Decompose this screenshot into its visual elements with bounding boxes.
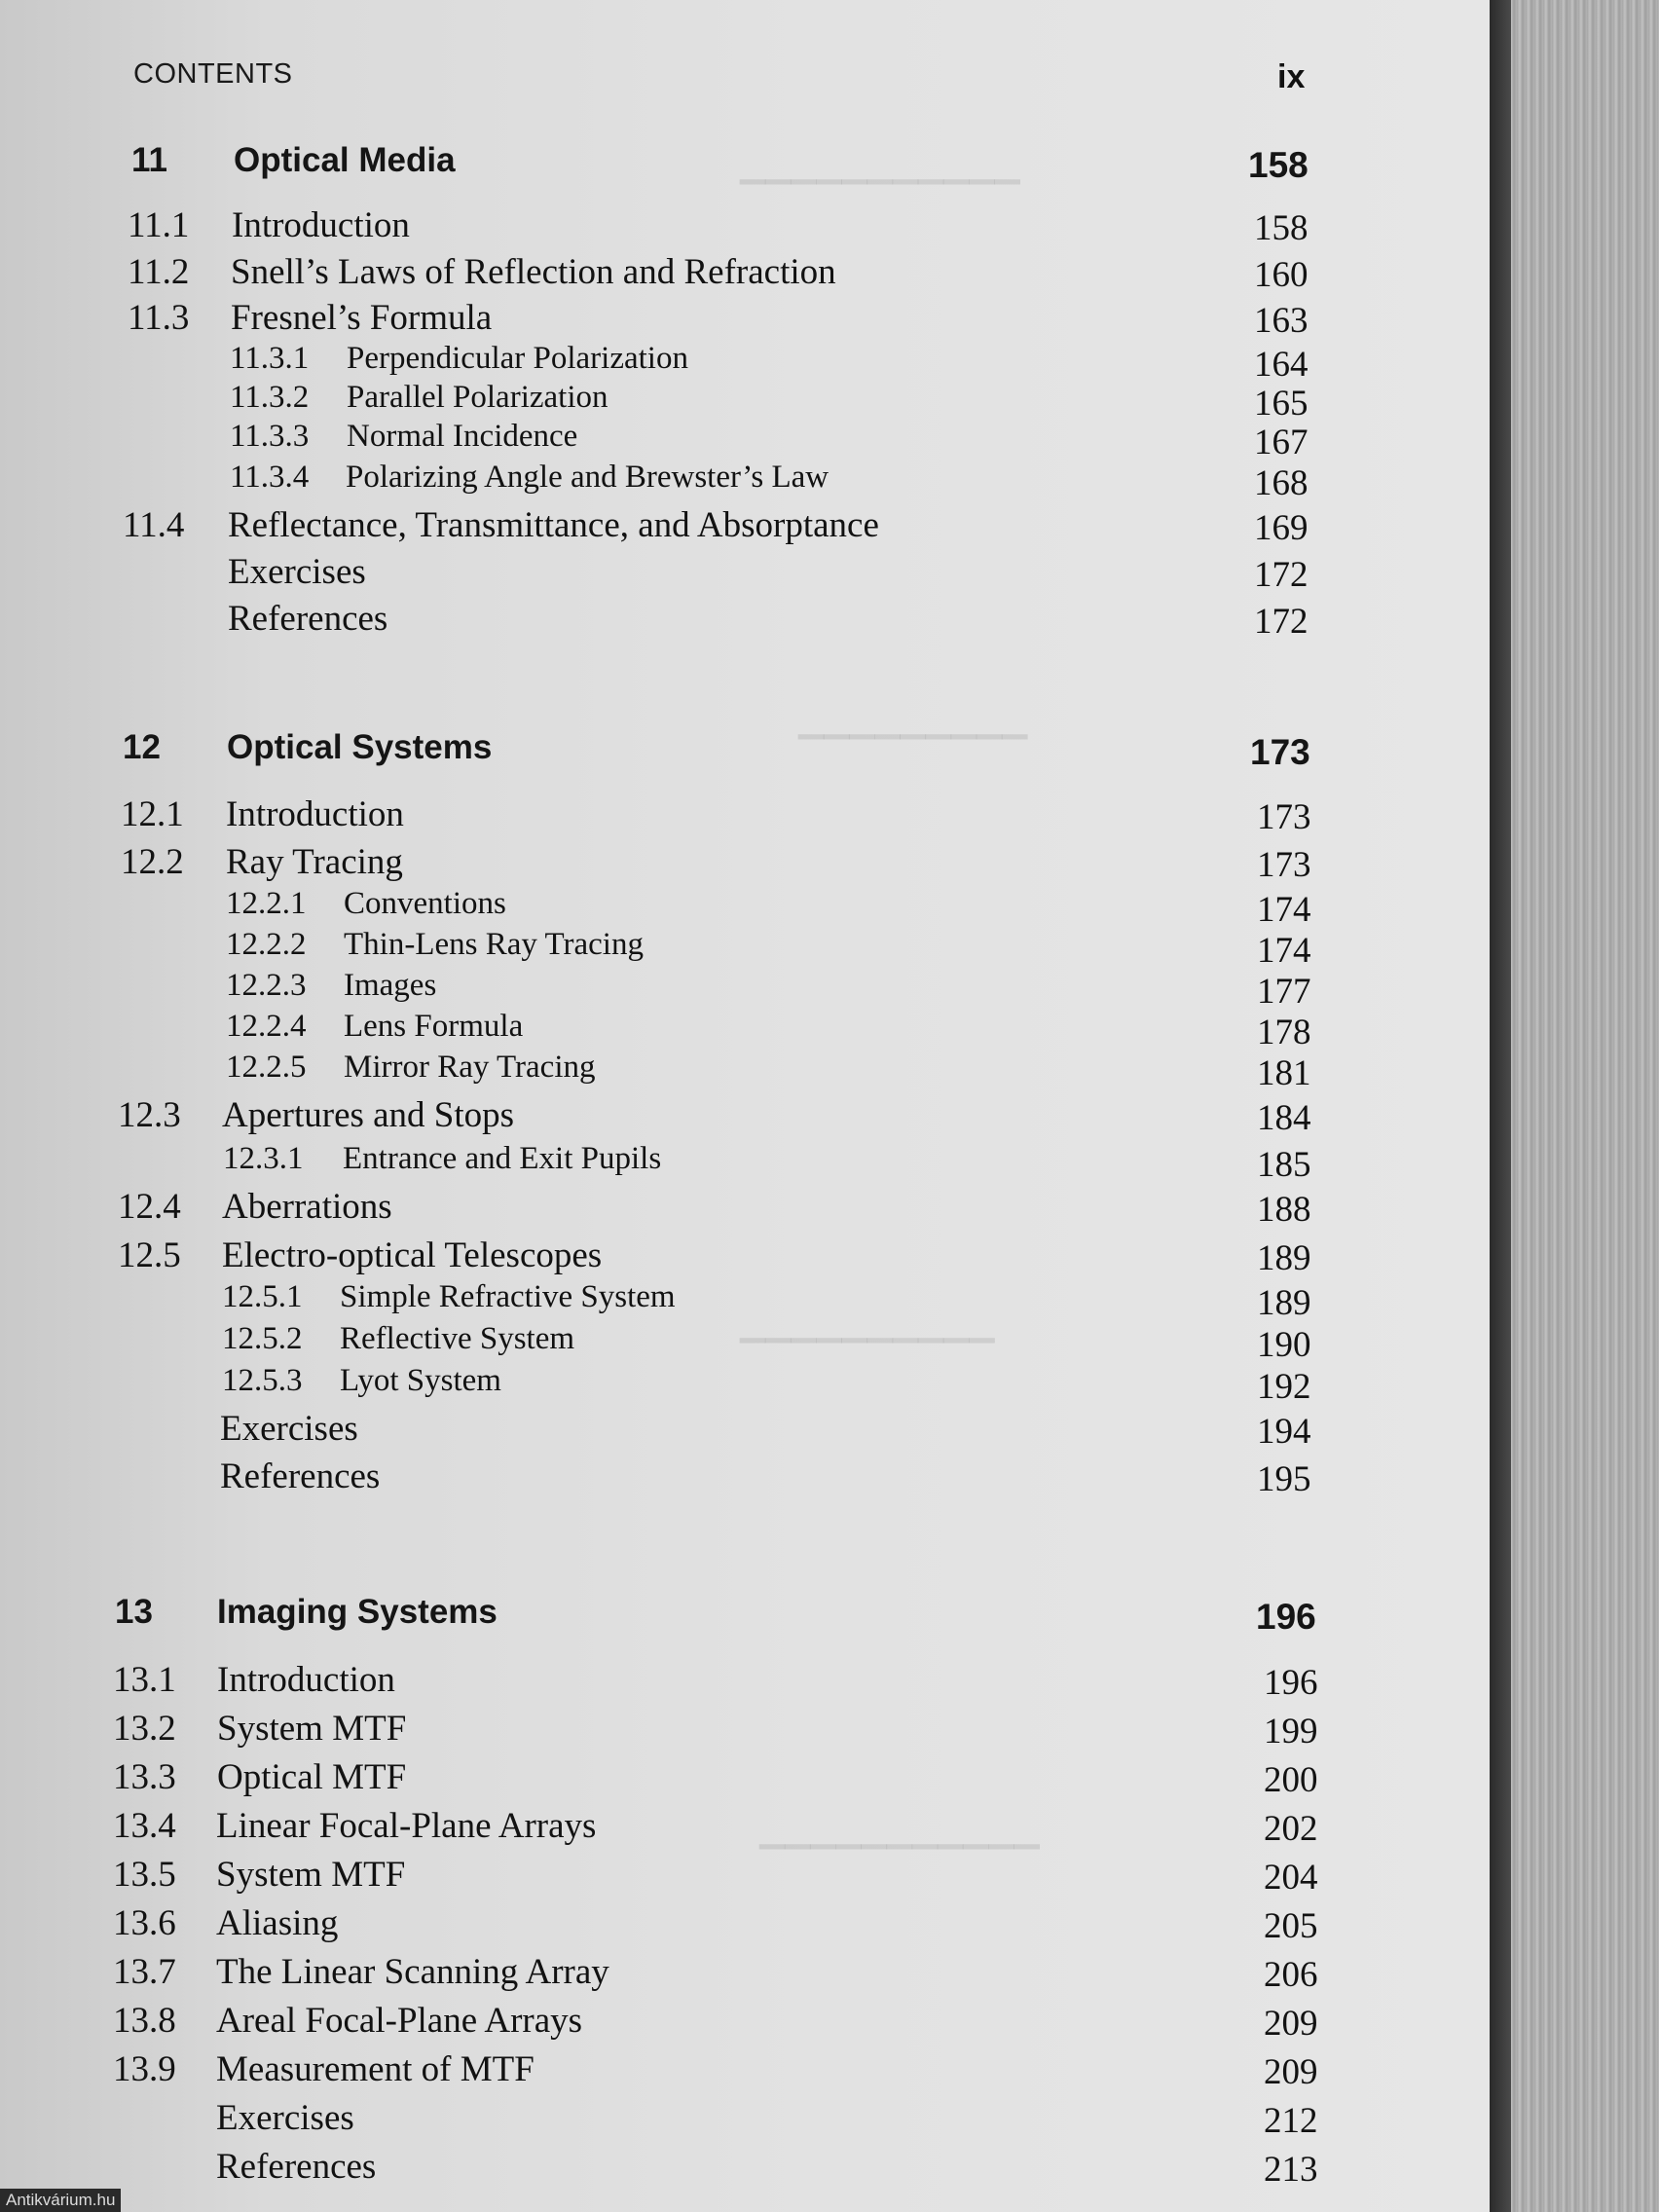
- bleed-through-text: ▁▁▁▁▁▁▁▁▁▁▁: [740, 148, 1020, 184]
- toc-entry-page: 168: [1254, 463, 1309, 503]
- toc-entry-number: 12.2.5: [226, 1050, 307, 1085]
- toc-entry-title: Introduction: [232, 205, 410, 245]
- toc-entry-number: 12.3: [118, 1095, 181, 1135]
- toc-entry-title: Perpendicular Polarization: [347, 341, 688, 376]
- toc-entry-number: 12.4: [118, 1187, 181, 1227]
- watermark-label: Antikvárium.hu: [0, 2189, 121, 2212]
- chapter-title: Optical Media: [234, 141, 456, 179]
- background-surface: [1499, 0, 1659, 2212]
- toc-entry-number: 11.3: [128, 298, 190, 338]
- toc-entry-number: 12.1: [121, 794, 184, 834]
- toc-entry-number: 11.3.2: [230, 380, 310, 415]
- toc-entry-title: Snell’s Laws of Reflection and Refraction: [231, 252, 836, 292]
- toc-entry-page: 209: [1264, 2052, 1318, 2092]
- toc-entry-title: Normal Incidence: [347, 419, 578, 454]
- toc-entry-number: 11.2: [128, 252, 190, 292]
- toc-entry-number: 11.3.1: [230, 341, 310, 376]
- toc-entry-number: 12.2.2: [226, 927, 307, 962]
- chapter-title: Imaging Systems: [217, 1593, 498, 1631]
- toc-entry-title: Lens Formula: [344, 1009, 524, 1044]
- toc-entry-number: 12.5.1: [222, 1279, 303, 1314]
- toc-entry-title: Apertures and Stops: [222, 1095, 515, 1135]
- toc-entry-number: 13.3: [113, 1757, 176, 1797]
- toc-entry-page: 158: [1254, 208, 1309, 248]
- toc-entry-title: References: [228, 599, 388, 639]
- toc-entry-title: Ray Tracing: [226, 842, 403, 882]
- toc-entry-page: 190: [1257, 1325, 1311, 1365]
- toc-entry-title: Aliasing: [216, 1903, 339, 1943]
- bleed-through-text: ▁▁▁▁▁▁▁▁▁▁▁: [759, 1813, 1040, 1849]
- toc-entry-title: Exercises: [220, 1409, 358, 1449]
- toc-entry-page: 185: [1257, 1145, 1311, 1185]
- toc-entry-number: 12.2: [121, 842, 184, 882]
- bleed-through-text: ▁▁▁▁▁▁▁▁▁: [798, 703, 1028, 739]
- toc-entry-page: 209: [1264, 2004, 1318, 2044]
- toc-entry-page: 172: [1254, 602, 1309, 642]
- chapter-number: 13: [115, 1593, 153, 1631]
- toc-entry-title: References: [220, 1456, 381, 1496]
- toc-entry-title: Measurement of MTF: [216, 2049, 535, 2089]
- toc-entry-number: 13.4: [113, 1806, 176, 1846]
- toc-entry-page: 164: [1254, 345, 1309, 385]
- toc-entry-number: 11.3.4: [230, 460, 310, 495]
- toc-entry-page: 206: [1264, 1955, 1318, 1995]
- toc-entry-page: 212: [1264, 2101, 1318, 2141]
- toc-entry-title: Thin-Lens Ray Tracing: [344, 927, 644, 962]
- running-header-title: CONTENTS: [133, 58, 293, 90]
- chapter-page: 196: [1256, 1597, 1316, 1637]
- chapter-page: 158: [1248, 145, 1309, 185]
- chapter-number: 11: [131, 141, 167, 179]
- toc-entry-page: 202: [1264, 1809, 1318, 1849]
- toc-entry-title: References: [216, 2147, 377, 2187]
- toc-entry-title: Lyot System: [340, 1363, 501, 1398]
- toc-entry-title: Electro-optical Telescopes: [222, 1235, 603, 1275]
- toc-entry-number: 12.5: [118, 1235, 181, 1275]
- toc-entry-page: 172: [1254, 555, 1309, 595]
- toc-entry-title: Images: [344, 968, 437, 1003]
- toc-entry-page: 178: [1257, 1013, 1311, 1052]
- toc-entry-number: 11.3.3: [230, 419, 310, 454]
- toc-entry-title: System MTF: [216, 1855, 406, 1895]
- toc-entry-page: 165: [1254, 384, 1309, 424]
- toc-entry-number: 13.9: [113, 2049, 176, 2089]
- toc-entry-number: 13.7: [113, 1952, 176, 1992]
- toc-entry-page: 189: [1257, 1283, 1311, 1323]
- toc-entry-title: Simple Refractive System: [340, 1279, 676, 1314]
- toc-entry-number: 12.5.2: [222, 1321, 303, 1356]
- toc-entry-page: 184: [1257, 1098, 1311, 1138]
- toc-entry-number: 12.2.4: [226, 1009, 307, 1044]
- toc-entry-number: 13.1: [113, 1660, 176, 1700]
- toc-entry-title: Aberrations: [222, 1187, 392, 1227]
- toc-entry-page: 177: [1257, 972, 1311, 1012]
- page-number: ix: [1277, 58, 1306, 95]
- toc-entry-page: 199: [1264, 1712, 1318, 1751]
- chapter-title: Optical Systems: [227, 728, 493, 766]
- toc-entry-page: 173: [1257, 797, 1311, 837]
- toc-entry-page: 169: [1254, 508, 1309, 548]
- toc-entry-title: Introduction: [217, 1660, 395, 1700]
- toc-entry-page: 200: [1264, 1760, 1318, 1800]
- toc-entry-number: 13.6: [113, 1903, 176, 1943]
- toc-entry-title: Conventions: [344, 886, 506, 921]
- toc-entry-title: Reflectance, Transmittance, and Absorptance: [228, 505, 879, 545]
- toc-entry-page: 194: [1257, 1412, 1311, 1452]
- toc-entry-title: Introduction: [226, 794, 404, 834]
- toc-entry-number: 13.5: [113, 1855, 176, 1895]
- toc-entry-page: 195: [1257, 1459, 1311, 1499]
- toc-entry-title: Optical MTF: [217, 1757, 407, 1797]
- toc-entry-page: 163: [1254, 301, 1309, 341]
- toc-entry-page: 160: [1254, 255, 1309, 295]
- toc-entry-number: 12.2.1: [226, 886, 307, 921]
- toc-entry-title: Parallel Polarization: [347, 380, 608, 415]
- toc-entry-number: 12.5.3: [222, 1363, 303, 1398]
- chapter-page: 173: [1250, 732, 1310, 772]
- toc-entry-title: Polarizing Angle and Brewster’s Law: [346, 460, 830, 495]
- toc-entry-page: 174: [1257, 890, 1311, 930]
- toc-entry-page: 167: [1254, 423, 1309, 462]
- toc-entry-number: 12.2.3: [226, 968, 307, 1003]
- toc-entry-title: Exercises: [228, 552, 366, 592]
- toc-entry-page: 205: [1264, 1906, 1318, 1946]
- toc-entry-title: Entrance and Exit Pupils: [343, 1141, 662, 1176]
- toc-entry-page: 192: [1257, 1367, 1311, 1407]
- toc-entry-page: 196: [1264, 1663, 1318, 1703]
- toc-entry-title: Mirror Ray Tracing: [344, 1050, 596, 1085]
- toc-entry-title: The Linear Scanning Array: [216, 1952, 609, 1992]
- toc-entry-title: Reflective System: [340, 1321, 575, 1356]
- toc-entry-title: Fresnel’s Formula: [231, 298, 493, 338]
- toc-entry-page: 174: [1257, 931, 1311, 971]
- toc-entry-title: Exercises: [216, 2098, 354, 2138]
- toc-entry-number: 11.1: [128, 205, 190, 245]
- toc-entry-number: 11.4: [123, 505, 185, 545]
- toc-entry-page: 188: [1257, 1190, 1311, 1230]
- chapter-number: 12: [123, 728, 161, 766]
- toc-entry-page: 204: [1264, 1858, 1318, 1898]
- toc-entry-title: Areal Focal-Plane Arrays: [216, 2001, 583, 2041]
- toc-entry-page: 213: [1264, 2150, 1318, 2190]
- toc-entry-page: 173: [1257, 845, 1311, 885]
- toc-entry-number: 13.8: [113, 2001, 176, 2041]
- toc-entry-title: Linear Focal-Plane Arrays: [216, 1806, 597, 1846]
- toc-entry-page: 189: [1257, 1238, 1311, 1278]
- toc-entry-page: 181: [1257, 1053, 1311, 1093]
- toc-entry-number: 12.3.1: [223, 1141, 304, 1176]
- bleed-through-text: ▁▁▁▁▁▁▁▁▁▁: [740, 1307, 995, 1343]
- toc-entry-title: System MTF: [217, 1709, 407, 1749]
- toc-entry-number: 13.2: [113, 1709, 176, 1749]
